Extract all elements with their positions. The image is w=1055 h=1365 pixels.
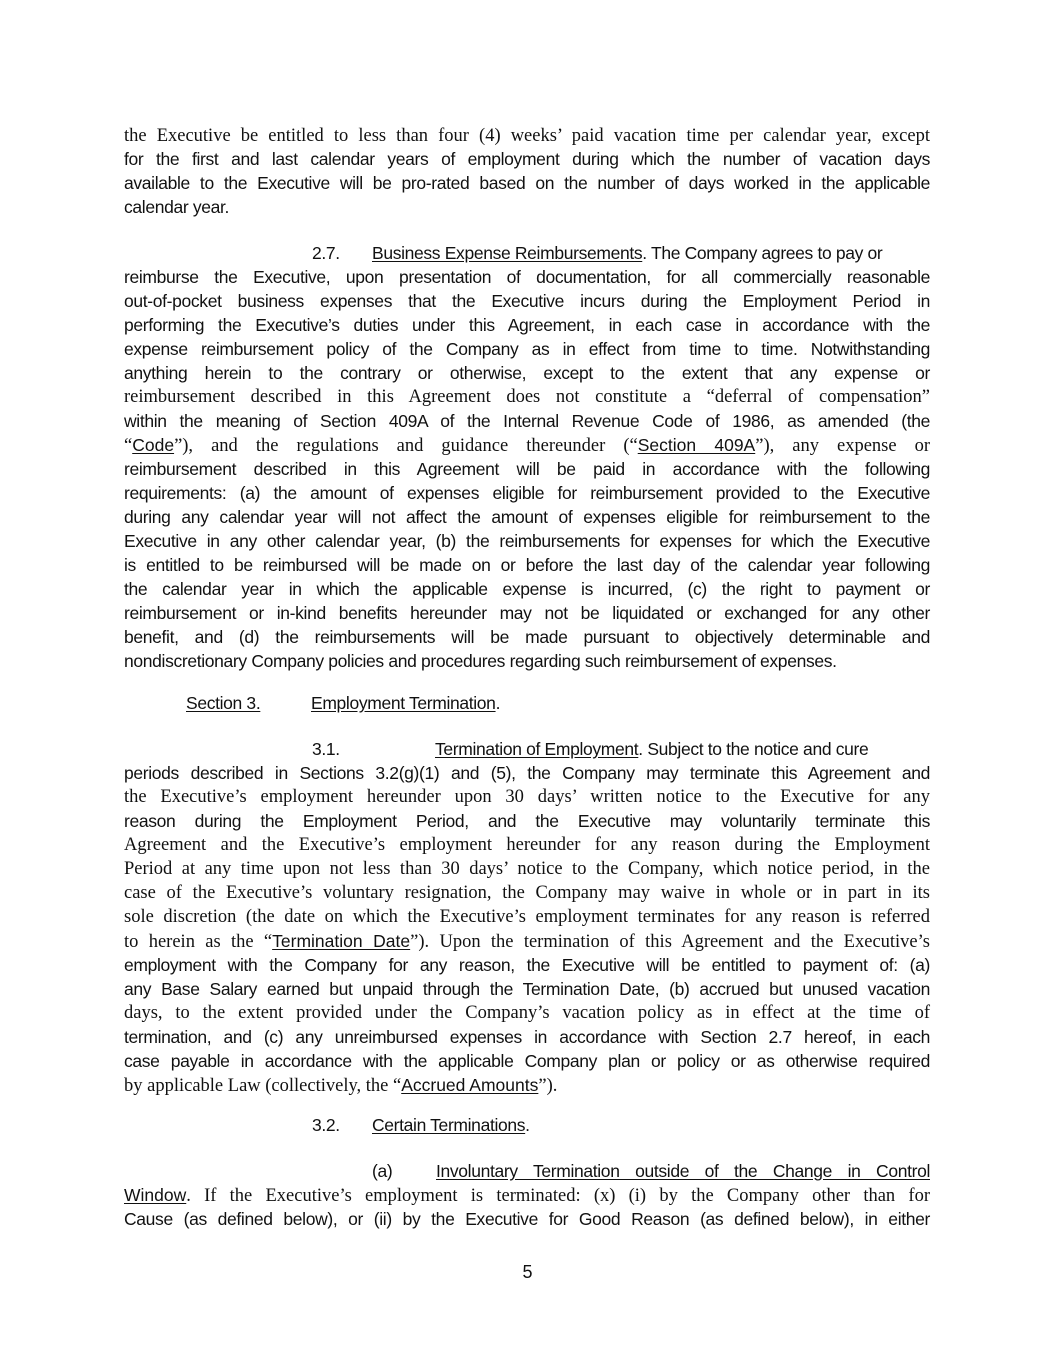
text-line: performing the Executive’s duties under this Agreement, in each case in accordance with the xyxy=(124,315,930,335)
text-line: reimburse the Executive, upon presentation of documentation, for all commercially reasonable xyxy=(124,267,930,287)
text-run: “ xyxy=(124,436,133,456)
section-label-3 xyxy=(186,692,260,714)
text-line: reimbursement described in this Agreement does not constitute a “deferral of compensation” xyxy=(124,387,930,407)
defined-term-code: Code xyxy=(132,435,175,455)
section-title-3-1: Termination of Employment xyxy=(435,739,639,759)
text-line: nondiscretionary Company policies and procedures regarding such reimbursement of expenses. xyxy=(124,651,837,671)
text-run: ”), any expense or xyxy=(755,436,931,456)
text-line: is entitled to be reimbursed will be made on or before the last day of the calendar year following xyxy=(124,555,930,575)
text-run: . If the Executive’s employment is terminated: (x) (i) by the Company other than for xyxy=(186,1186,930,1206)
text-line: Agreement and the Executive’s employment hereunder for any reason during the Employment xyxy=(124,835,930,855)
text-line xyxy=(124,434,930,456)
section-title-2-7: Business Expense Reimbursements xyxy=(372,243,643,263)
section-title-3: Employment Termination xyxy=(311,693,496,713)
section-heading-3-2 xyxy=(372,1114,530,1136)
text-line: days, to the extent provided under the Company’s vacation policy as in effect at the time of xyxy=(124,1003,930,1023)
text-line: reimbursement or in-kind benefits hereunder may not be liquidated or exchanged for any other xyxy=(124,603,930,623)
text-line xyxy=(124,930,930,952)
subsection-heading-3-2-a xyxy=(436,1160,930,1182)
text-line: the Executive’s employment hereunder upon 30 days’ written notice to the Executive for any xyxy=(124,787,930,807)
text-line xyxy=(124,1184,930,1206)
section-heading-2-7 xyxy=(372,242,882,264)
text-line: expense reimbursement policy of the Company as in effect from time to time. Notwithstanding xyxy=(124,339,930,359)
section-number-3-2: 3.2. xyxy=(312,1115,340,1135)
text-line: Period at any time upon not less than 30 days’ notice to the Company, which notice period, in the xyxy=(124,859,930,879)
defined-term-termination-date: Termination Date xyxy=(272,931,411,951)
text-run: . xyxy=(525,1115,530,1135)
text-line xyxy=(124,1074,930,1096)
text-line: calendar year. xyxy=(124,197,230,217)
page-number: 5 xyxy=(522,1262,533,1282)
text-line xyxy=(124,124,930,146)
text-run: the Executive be entitled to less than four (4) weeks’ paid vacation time per calendar year, except xyxy=(124,126,930,146)
section-heading-3-1 xyxy=(435,738,868,760)
defined-term-accrued-amounts: Accrued Amounts xyxy=(401,1075,539,1095)
text-run: by applicable Law (collectively, the “ xyxy=(124,1076,402,1096)
text-line: during any calendar year will not affect the amount of expenses eligible for reimbursement to the xyxy=(124,507,930,527)
text-line: reimbursement described in this Agreement will be paid in accordance with the following xyxy=(124,459,930,479)
text-line: Cause (as defined below), or (ii) by the Executive for Good Reason (as defined below), in either xyxy=(124,1209,930,1229)
text-line: case payable in accordance with the applicable Company plan or policy or as otherwise required xyxy=(124,1051,930,1071)
section-title-3-2: Certain Terminations xyxy=(372,1115,526,1135)
text-run: ”), and the regulations and guidance thereunder (“ xyxy=(174,436,638,456)
text-line: Executive in any other calendar year, (b) the reimbursements for expenses for which the Executive xyxy=(124,531,930,551)
text-line: periods described in Sections 3.2(g)(1) and (5), the Company may terminate this Agreement and xyxy=(124,763,930,783)
text-line: case of the Executive’s voluntary resignation, the Company may waive in whole or in part in its xyxy=(124,883,930,903)
text-run: ”). xyxy=(538,1076,558,1096)
text-run: to herein as the “ xyxy=(124,932,273,952)
defined-term-section-409a: Section 409A xyxy=(637,435,756,455)
section-heading-3 xyxy=(311,692,500,714)
text-line: reason during the Employment Period, and the Executive may voluntarily terminate this xyxy=(124,811,930,831)
subsection-title: Involuntary Termination outside of the Change in Control xyxy=(436,1161,930,1181)
heading-rest: . Subject to the notice and cure xyxy=(638,739,869,759)
text-line: benefit, and (d) the reimbursements will be made pursuant to objectively determinable and xyxy=(124,627,930,647)
text-line: termination, and (c) any unreimbursed expenses in accordance with Section 2.7 hereof, in each xyxy=(124,1027,930,1047)
text-line: available to the Executive will be pro-rated based on the number of days worked in the applicable xyxy=(124,173,930,193)
text-line: sole discretion (the date on which the Executive’s employment terminates for any reason is referred xyxy=(124,907,930,927)
text-run: ”). Upon the termination of this Agreement and the Executive’s xyxy=(410,932,930,952)
text-line: the calendar year in which the applicable expense is incurred, (c) the right to payment or xyxy=(124,579,930,599)
text-line: requirements: (a) the amount of expenses eligible for reimbursement provided to the Executive xyxy=(124,483,930,503)
subsection-title-cont: Window xyxy=(124,1185,187,1205)
section-number-2-7: 2.7. xyxy=(312,243,340,263)
text-line: within the meaning of Section 409A of the Internal Revenue Code of 1986, as amended (the xyxy=(124,411,930,431)
section-label-text: Section 3. xyxy=(186,693,261,713)
text-line: anything herein to the contrary or otherwise, except to the extent that any expense or xyxy=(124,363,930,383)
text-line: out-of-pocket business expenses that the Executive incurs during the Employment Period in xyxy=(124,291,930,311)
text-line: any Base Salary earned but unpaid through the Termination Date, (b) accrued but unused vacation xyxy=(124,979,930,999)
text-run: . xyxy=(495,693,501,713)
heading-rest: . The Company agrees to pay or xyxy=(642,243,883,263)
text-line: for the first and last calendar years of employment during which the number of vacation days xyxy=(124,149,930,169)
section-number-3-1: 3.1. xyxy=(312,739,340,759)
text-line: employment with the Company for any reason, the Executive will be entitled to payment of: (a) xyxy=(124,955,930,975)
subsection-number-3-2-a: (a) xyxy=(372,1161,393,1181)
